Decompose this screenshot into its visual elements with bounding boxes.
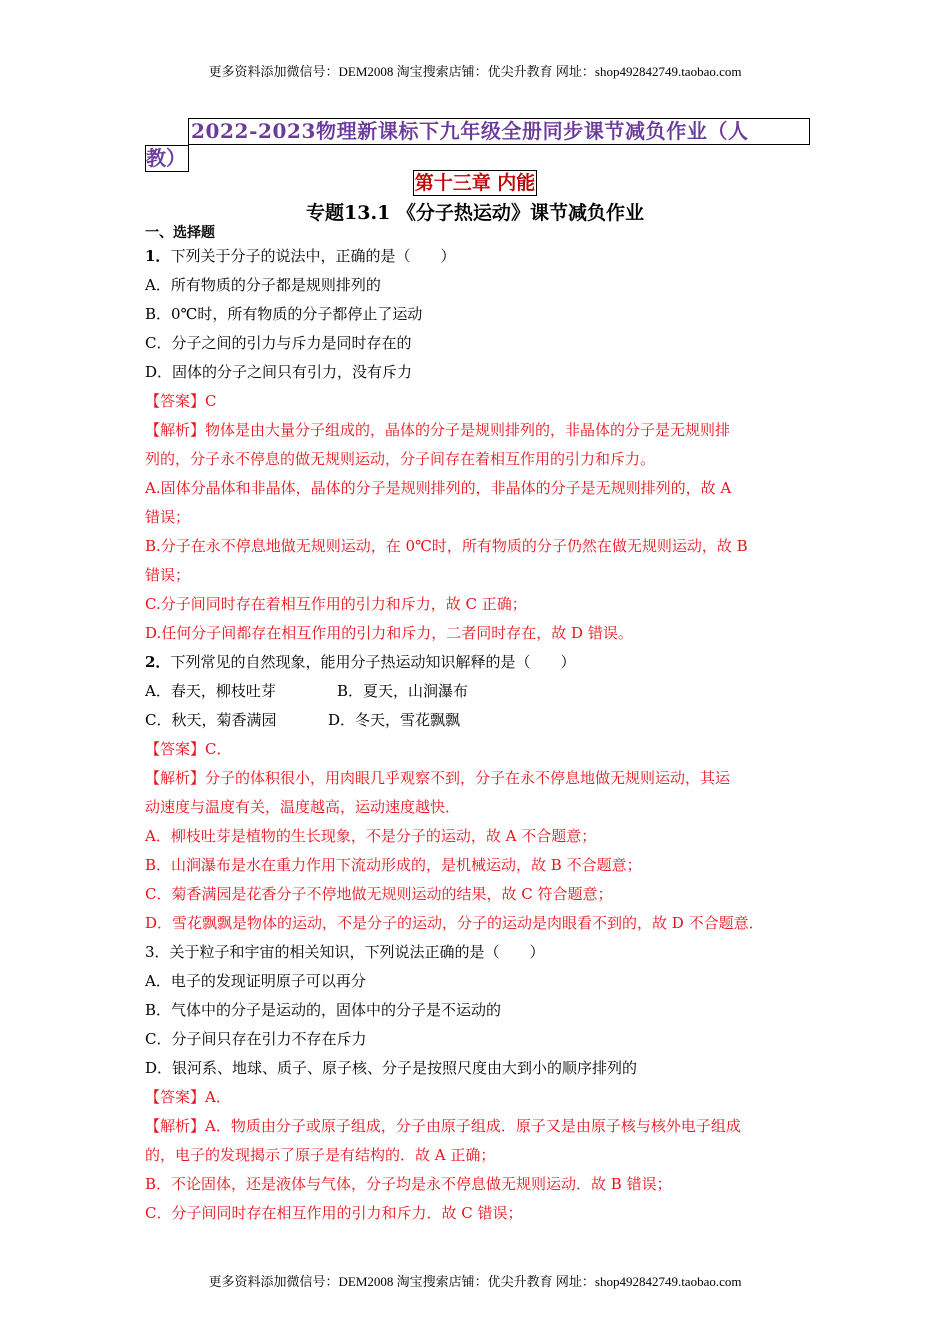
question-1-text: 下列关于分子的说法中，正确的是（ ） (170, 247, 456, 265)
chapter-title: 第十三章 内能 (414, 172, 536, 194)
question-1-option-a: A．所有物质的分子都是规则排列的 (145, 276, 381, 294)
question-1-number: 1． (145, 247, 171, 265)
question-2-options-row-1 (145, 677, 810, 706)
question-1-option-b: B．0℃时，所有物质的分子都停止了运动 (145, 305, 423, 323)
question-1-analysis-line: 列的，分子永不停息的做无规则运动，分子间存在着相互作用的引力和斥力。 (145, 450, 656, 468)
question-3-stem: 3．关于粒子和宇宙的相关知识，下列说法正确的是（ ） (145, 943, 545, 961)
question-3-analysis-line: 的，电子的发现揭示了原子是有结构的．故 A 正确； (145, 1146, 496, 1164)
question-1-analysis-line: 【解析】物体是由大量分子组成的，晶体的分子是规则排列的，非晶体的分子是无规则排 (145, 421, 731, 439)
question-1-analysis-line: 错误； (145, 508, 191, 526)
exercise-content (145, 224, 810, 1228)
question-3-option-a: A．电子的发现证明原子可以再分 (145, 972, 366, 990)
question-3-answer: 【答案】A． (145, 1088, 231, 1106)
question-1-analysis-line: D.任何分子间都存在相互作用的引力和斥力，二者同时存在，故 D 错误。 (145, 624, 633, 642)
question-1-answer: 【答案】C (145, 392, 217, 410)
question-3-option-c: C．分子间只存在引力不存在斥力 (145, 1030, 367, 1048)
question-1-analysis-line: A.固体分晶体和非晶体，晶体的分子是规则排列的，非晶体的分子是无规则排列的，故 A (145, 479, 732, 497)
question-3-analysis-line: B．不论固体，还是液体与气体，分子均是永不停息做无规则运动．故 B 错误； (145, 1175, 672, 1193)
question-2-analysis-line: C．菊香满园是花香分子不停地做无规则运动的结果，故 C 符合题意； (145, 885, 613, 903)
question-2-option-b: B．夏天，山涧瀑布 (337, 682, 469, 700)
question-3-option-b: B．气体中的分子是运动的，固体中的分子是不运动的 (145, 1001, 502, 1019)
question-1-option-d: D．固体的分子之间只有引力，没有斥力 (145, 363, 413, 381)
question-2-analysis-line: 动速度与温度有关，温度越高，运动速度越快． (145, 798, 461, 816)
page-footer: 更多资料添加微信号：DEM2008 淘宝搜索店铺：优尖升教育 网址：shop492842749.taobao.com (208, 1274, 742, 1289)
question-2-analysis-line: A．柳枝吐芽是植物的生长现象，不是分子的运动，故 A 不合题意； (145, 827, 597, 845)
topic-heading: 专题13.1 《分子热运动》课节减负作业 (306, 202, 644, 224)
question-3-analysis-line: C．分子间同时存在相互作用的引力和斥力．故 C 错误； (145, 1204, 523, 1222)
question-2-option-d: D．冬天，雪花飘飘 (328, 711, 461, 729)
title-text-1: 2022-2023物理新课标下九年级全册同步课节减负作业（人 (191, 119, 749, 143)
chapter-heading (0, 170, 950, 196)
document-title (145, 118, 810, 172)
question-2-analysis-line: D．雪花飘飘是物体的运动，不是分子的运动，分子的运动是肉眼看不到的，故 D 不合题意． (145, 914, 764, 932)
question-2-option-a: A．春天，柳枝吐芽 (145, 682, 276, 700)
title-line-2 (145, 145, 810, 172)
question-2-analysis-line: B．山涧瀑布是水在重力作用下流动形成的，是机械运动，故 B 不合题意； (145, 856, 642, 874)
question-3-option-d: D．银河系、地球、质子、原子核、分子是按照尺度由大到小的顺序排列的 (145, 1059, 638, 1077)
question-2-option-c: C．秋天，菊香满园 (145, 711, 277, 729)
question-2-options-row-2 (145, 706, 810, 735)
question-2-number: 2． (145, 653, 171, 671)
question-1-stem (145, 242, 810, 271)
question-1-analysis-line: B.分子在永不停息地做无规则运动，在 0℃时，所有物质的分子仍然在做无规则运动，故 B (145, 537, 748, 555)
question-1-option-c: C．分子之间的引力与斥力是同时存在的 (145, 334, 412, 352)
question-2-text: 下列常见的自然现象，能用分子热运动知识解释的是（ ） (170, 653, 576, 671)
question-1-analysis-line: C.分子间同时存在着相互作用的引力和斥力，故 C 正确； (145, 595, 527, 613)
question-3-analysis-line: 【解析】A．物质由分子或原子组成，分子由原子组成．原子又是由原子核与核外电子组成 (145, 1117, 741, 1135)
page-header: 更多资料添加微信号：DEM2008 淘宝搜索店铺：优尖升教育 网址：shop492842749.taobao.com (208, 64, 742, 79)
question-2-analysis-line: 【解析】分子的体积很小，用肉眼几乎观察不到，分子在永不停息地做无规则运动，其运 (145, 769, 731, 787)
question-1-analysis-line: 错误； (145, 566, 191, 584)
question-2-answer: 【答案】C． (145, 740, 232, 758)
section-heading: 一、选择题 (145, 225, 215, 241)
title-line-1 (145, 118, 810, 145)
title-text-2: 教） (146, 146, 186, 170)
question-2-stem (145, 648, 810, 677)
